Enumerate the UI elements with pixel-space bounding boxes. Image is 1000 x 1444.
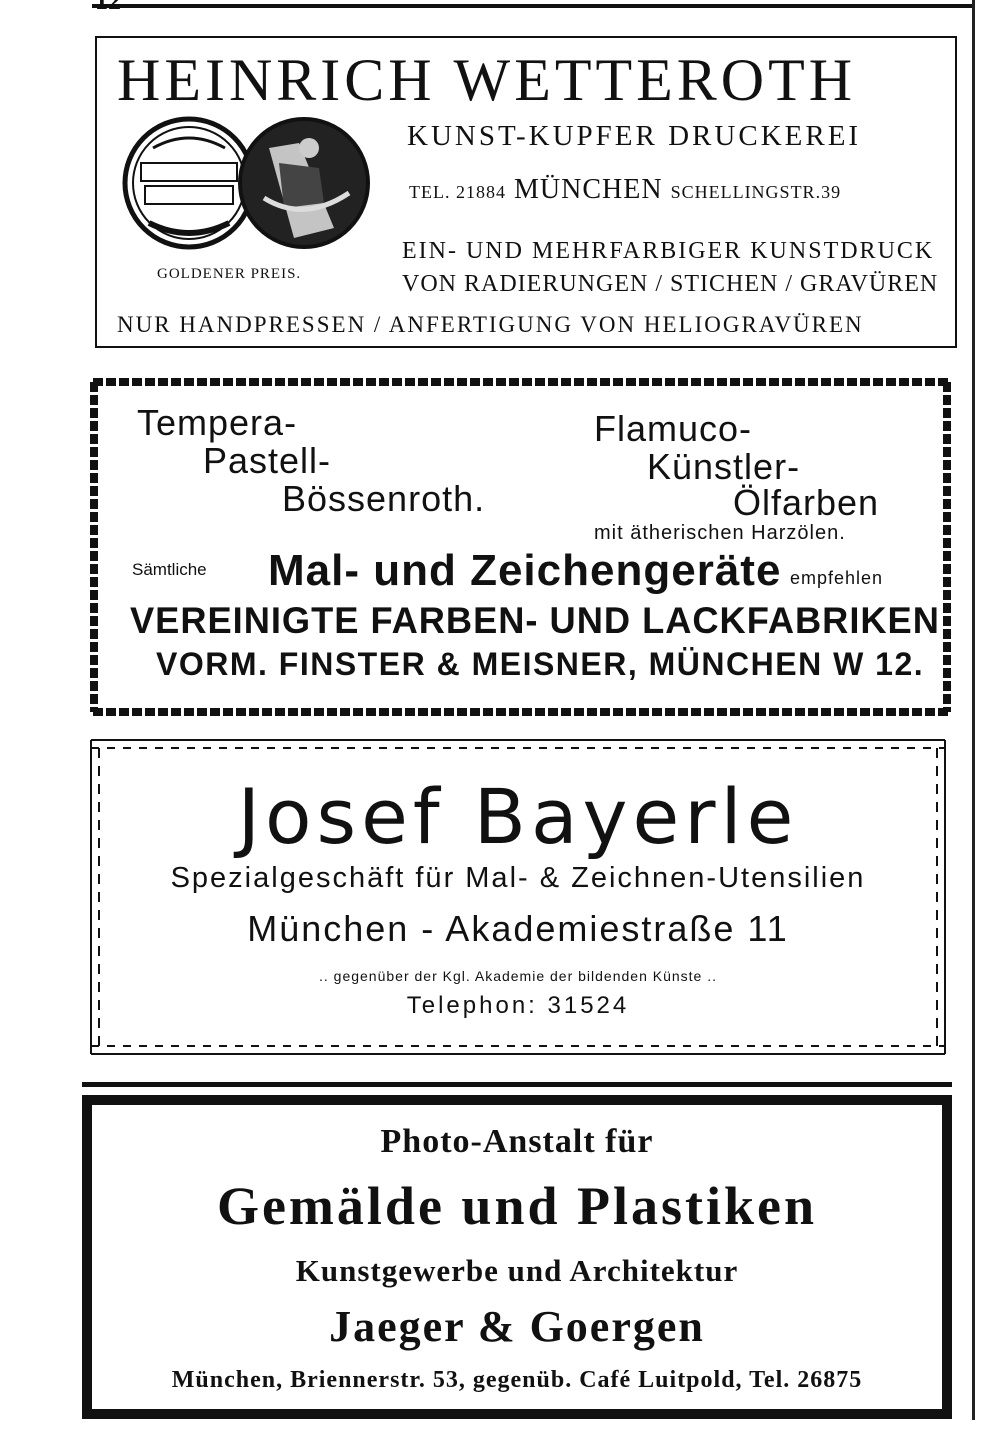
jaeger-line2: Gemälde und Plastiken (216, 1176, 818, 1236)
bayerle-line1: Spezialgeschäft für Mal- & Zeichnen-Utensilien (170, 862, 866, 894)
bayerle-line2: München - Akademiestraße 11 (247, 908, 789, 949)
medal-caption: GOLDENER PREIS. (157, 266, 302, 282)
ad-jaeger-top-rule (82, 1082, 952, 1087)
medal-illustration (119, 108, 379, 258)
ad-wetteroth-bottom: NUR HANDPRESSEN / ANFERTIGUNG VON HELIOGRAVÜREN (117, 312, 864, 337)
top-rule (92, 4, 972, 8)
tempera-line-1: Tempera- (137, 402, 298, 443)
ad-wetteroth-line2: VON RADIERUNGEN / STICHEN / GRAVÜREN (402, 271, 939, 297)
tempera-line-2: Pastell- (203, 440, 332, 481)
bayerle-line3: .. gegenüber der Kgl. Akademie der bildenden Künste .. (318, 968, 717, 984)
jaeger-line5: München, Briennerstr. 53, gegenüb. Café Luitpold, Tel. 26875 (171, 1367, 863, 1393)
flamuco-line-2: Künstler- (647, 446, 801, 487)
page-number (95, 0, 121, 16)
jaeger-line1: Photo-Anstalt für (380, 1123, 654, 1160)
company-address: VORM. FINSTER & MEISNER, MÜNCHEN W 12. (156, 646, 925, 682)
flamuco-line-3: Ölfarben (733, 482, 880, 523)
mal-main: Mal- und Zeichengeräte (268, 546, 782, 595)
ad-wetteroth-contact (409, 174, 841, 206)
bayerle-line4: Telephon: 31524 (406, 992, 630, 1019)
ad-wetteroth-city: MÜNCHEN (514, 174, 663, 205)
mal-prefix: Sämtliche (132, 560, 207, 579)
ad-farben (90, 378, 952, 716)
company-name: VEREINIGTE FARBEN- UND LACKFABRIKEN (130, 600, 940, 641)
ad-wetteroth (95, 36, 957, 348)
ad-wetteroth-line1: EIN- UND MEHRFARBIGER KUNSTDRUCK (402, 238, 935, 264)
jaeger-line3: Kunstgewerbe und Architektur (295, 1253, 739, 1288)
flamuco-line-1: Flamuco- (594, 408, 753, 449)
jaeger-line4: Jaeger & Goergen (329, 1302, 705, 1351)
ad-wetteroth-subtitle: KUNST-KUPFER DRUCKEREI (407, 120, 862, 152)
mal-suffix: empfehlen (790, 568, 884, 588)
bayerle-name: Josef Bayerle (237, 772, 799, 861)
ad-wetteroth-street: SCHELLINGSTR.39 (670, 182, 842, 202)
tempera-line-3: Bössenroth. (282, 478, 486, 519)
ad-jaeger (82, 1095, 952, 1419)
ad-bayerle (85, 732, 951, 1062)
flamuco-subtitle: mit ätherischen Harzölen. (594, 522, 846, 544)
ad-wetteroth-tel: TEL. 21884 (409, 182, 506, 202)
page-edge (972, 0, 975, 1420)
ad-wetteroth-name: HEINRICH WETTEROTH (117, 47, 857, 113)
